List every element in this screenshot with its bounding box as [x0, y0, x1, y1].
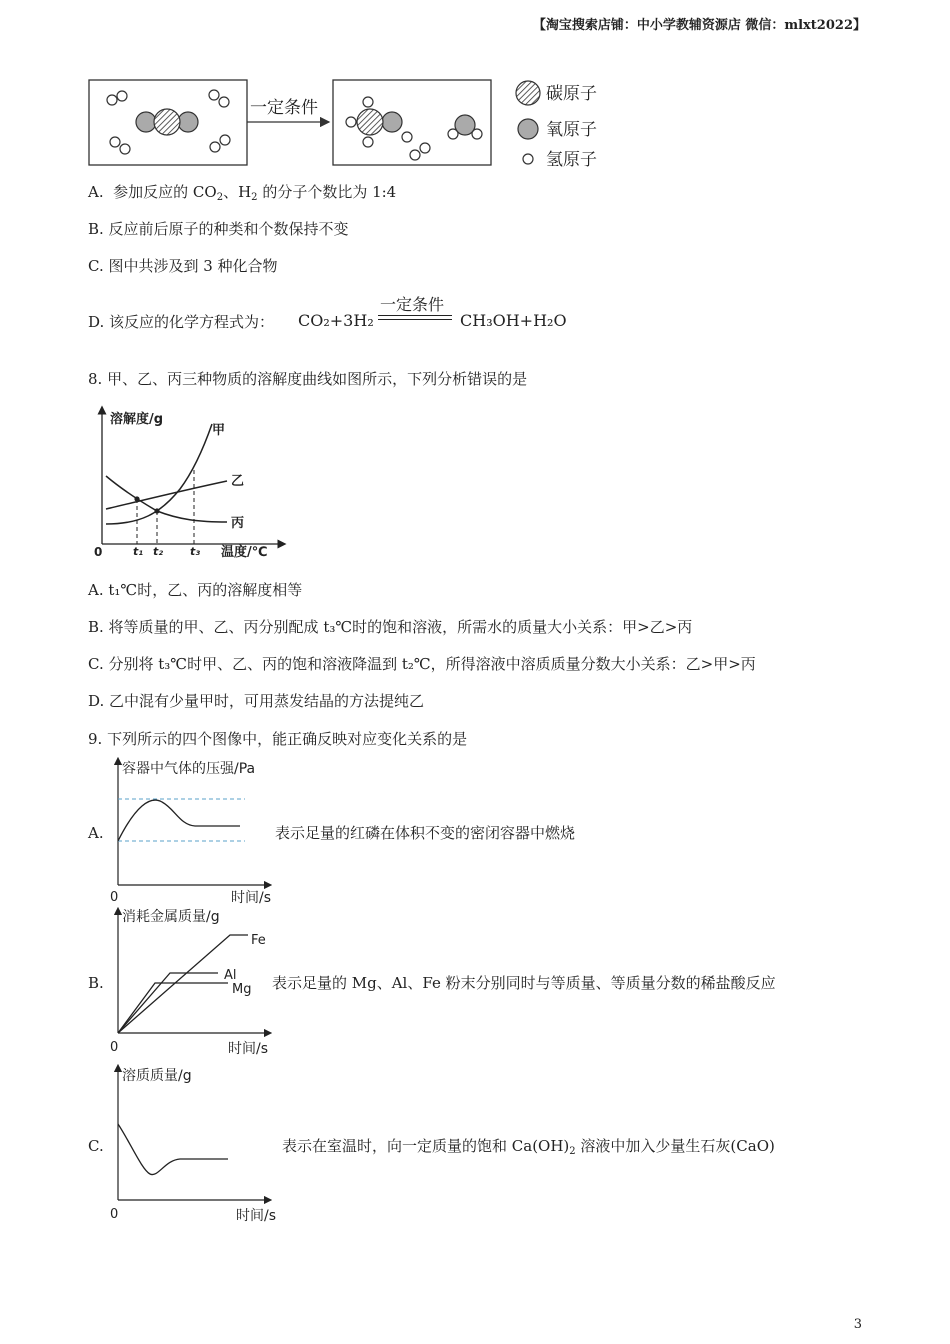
curve-fe: [118, 935, 248, 1033]
q9-stem: 9. 下列所示的四个图像中，能正确反映对应变化关系的是: [88, 730, 468, 748]
curve-mg: [118, 983, 228, 1033]
pressure-curve: [118, 800, 240, 841]
label-al: Al: [224, 968, 237, 983]
q7-option-c: C. 图中共涉及到 3 种化合物: [88, 257, 278, 275]
legend-hydrogen: 氢原子: [546, 150, 597, 170]
y-axis-label: 溶质质量/g: [122, 1068, 192, 1084]
carbon-legend-icon: [516, 81, 540, 105]
origin-label: 0: [110, 890, 119, 905]
curve-jia: [106, 424, 212, 524]
curve-al: [118, 973, 218, 1033]
equation-left: CO₂+3H₂: [298, 311, 374, 330]
tick-t2: t₂: [153, 545, 164, 558]
q9-b-description: 表示足量的 Mg、Al、Fe 粉末分别同时与等质量、等质量分数的稀盐酸反应: [272, 974, 776, 992]
q7-option-d: D. 该反应的化学方程式为：: [88, 313, 275, 331]
x-axis-label: 温度/℃: [221, 545, 268, 560]
tick-t3: t₃: [190, 545, 201, 558]
h2o-molecule: [448, 115, 482, 139]
label-yi: 乙: [231, 474, 245, 489]
y-axis-label: 溶解度/g: [110, 412, 164, 427]
header-watermark: 【淘宝搜索店铺：中小学教辅资源店 微信：mlxt2022】: [532, 18, 866, 33]
h2-remaining: [410, 143, 430, 160]
equation-equals-sign: [378, 315, 452, 320]
q7-option-b: B. 反应前后原子的种类和个数保持不变: [88, 220, 349, 238]
origin-label: 0: [110, 1207, 119, 1222]
curve-yi: [106, 481, 227, 509]
metal-mass-chart: [100, 905, 280, 1057]
pressure-chart: [100, 757, 290, 907]
tick-t1: t₁: [133, 545, 144, 558]
arrow-condition-label: 一定条件: [250, 98, 318, 118]
q8-option-d: D. 乙中混有少量甲时，可用蒸发结晶的方法提纯乙: [88, 692, 425, 710]
y-axis-label: 消耗金属质量/g: [122, 909, 220, 925]
q8-option-a: A. t₁℃时，乙、丙的溶解度相等: [88, 581, 303, 599]
label-bing: 丙: [231, 516, 245, 531]
q9-a-label: A.: [88, 824, 104, 842]
q7-option-a: A. 参加反应的 $CO_2$、$H_2$ 的分子个数比为 1:4: [88, 183, 397, 203]
label-mg: Mg: [232, 982, 252, 997]
q9-c-description: 表示在室温时，向一定质量的饱和 $Ca(OH)_2$ 溶液中加入少量生石灰(CaO): [282, 1137, 775, 1157]
q7-equation: [298, 292, 578, 332]
q8-stem: 8. 甲、乙、丙三种物质的溶解度曲线如图所示，下列分析错误的是: [88, 370, 528, 388]
origin-label: 0: [94, 545, 103, 559]
solute-curve: [118, 1124, 228, 1175]
reaction-diagram: [85, 75, 625, 175]
co2-molecule: [136, 109, 198, 135]
equation-right: CH₃OH+H₂O: [460, 311, 567, 330]
ch3oh-molecule: [346, 97, 412, 147]
label-fe: Fe: [251, 933, 266, 948]
solubility-chart: [90, 404, 290, 564]
x-axis-label: 时间/s: [236, 1208, 277, 1224]
solute-mass-chart: [100, 1062, 290, 1226]
oxygen-legend-icon: [518, 119, 538, 139]
x-axis-label: 时间/s: [228, 1041, 269, 1057]
y-axis-label: 容器中气体的压强/Pa: [122, 761, 256, 777]
q8-option-c: C. 分别将 t₃℃时甲、乙、丙的饱和溶液降温到 t₂℃，所得溶液中溶质质量分数大小关系：乙>甲>丙: [88, 655, 756, 673]
hydrogen-legend-icon: [523, 154, 533, 164]
q8-option-b: B. 将等质量的甲、乙、丙分别配成 t₃℃时的饱和溶液，所需水的质量大小关系：甲>乙>丙: [88, 618, 693, 636]
equation-condition: 一定条件: [380, 295, 445, 314]
q9-a-description: 表示足量的红磷在体积不变的密闭容器中燃烧: [275, 824, 576, 842]
legend-oxygen: 氧原子: [546, 120, 597, 140]
legend-carbon: 碳原子: [546, 84, 597, 104]
origin-label: 0: [110, 1040, 119, 1055]
x-axis-label: 时间/s: [231, 890, 272, 906]
label-jia: 甲: [212, 423, 226, 438]
curve-bing: [106, 476, 227, 522]
page-number: 3: [853, 1317, 862, 1332]
q9-c-label: C.: [88, 1137, 104, 1155]
q9-b-label: B.: [88, 974, 104, 992]
